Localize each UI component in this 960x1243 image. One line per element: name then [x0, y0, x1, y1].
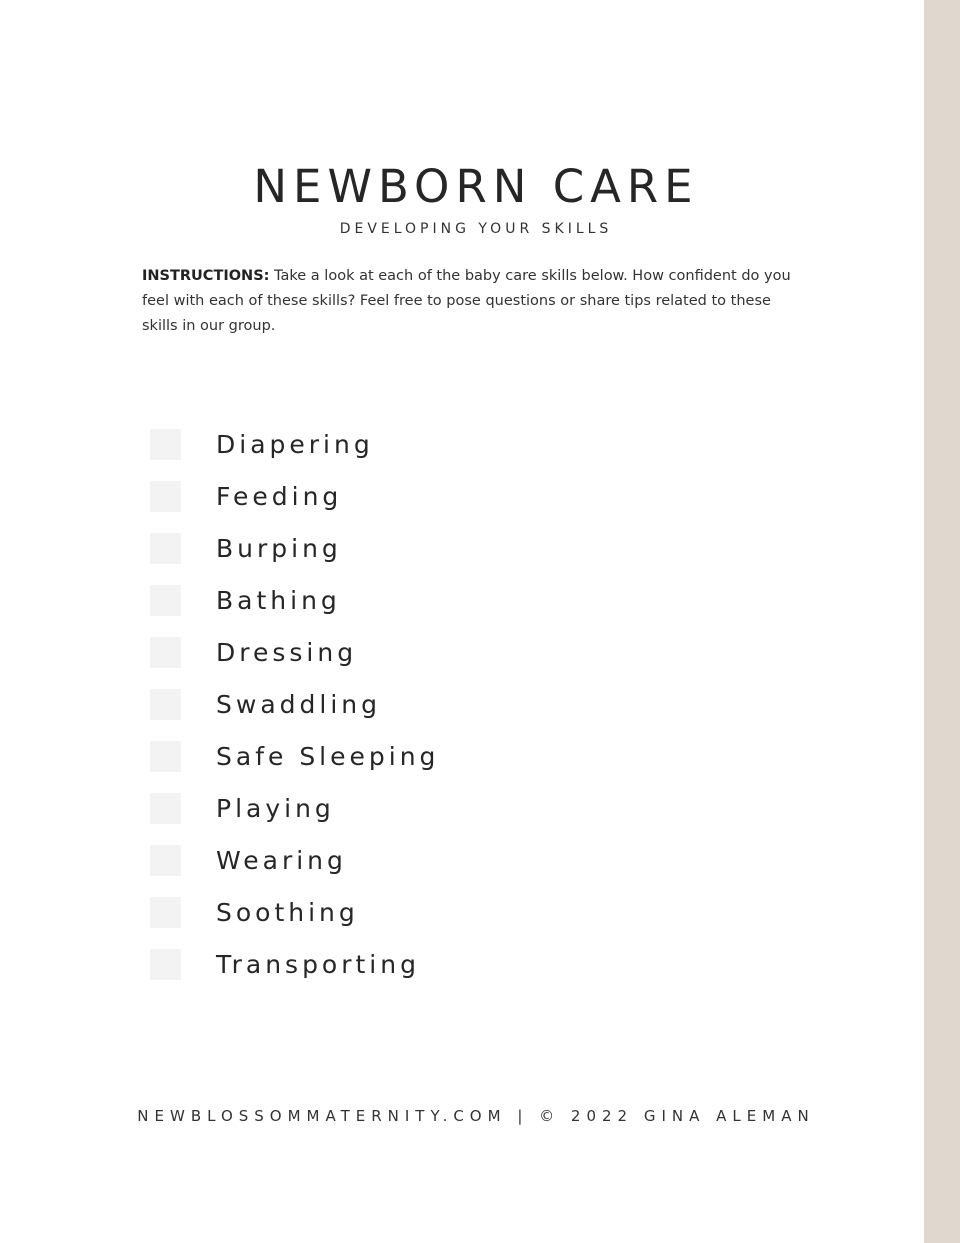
checklist-item[interactable] — [150, 886, 439, 938]
checkbox[interactable] — [150, 793, 181, 824]
checkbox[interactable] — [150, 429, 181, 460]
checkbox[interactable] — [150, 533, 181, 564]
checklist-item-label: Transporting — [216, 949, 420, 979]
checkbox[interactable] — [150, 949, 181, 980]
checklist-item-label: Playing — [216, 793, 335, 823]
checklist-item[interactable] — [150, 938, 439, 990]
checklist-item-label: Soothing — [216, 897, 359, 927]
decorative-side-band — [924, 0, 960, 1243]
instructions-paragraph — [142, 264, 802, 339]
checklist-item-label: Swaddling — [216, 689, 381, 719]
checklist-item[interactable] — [150, 678, 439, 730]
checklist-item[interactable] — [150, 574, 439, 626]
checklist-item[interactable] — [150, 470, 439, 522]
checklist-item[interactable] — [150, 782, 439, 834]
checkbox[interactable] — [150, 637, 181, 668]
checklist-item-label: Wearing — [216, 845, 347, 875]
instructions-label: INSTRUCTIONS: — [142, 268, 270, 284]
checklist-item-label: Burping — [216, 533, 342, 563]
checklist-item[interactable] — [150, 418, 439, 470]
instructions-text: Take a look at each of the baby care skills below. How confident do you feel with each of these skills? Feel free to pose questions or share tips related to these skills in our group. — [142, 268, 791, 334]
checklist-item-label: Dressing — [216, 637, 358, 667]
checklist-item[interactable] — [150, 626, 439, 678]
page-title: NEWBORN CARE — [253, 160, 699, 213]
skills-checklist — [150, 418, 439, 990]
checklist-item-label: Diapering — [216, 429, 374, 459]
checkbox[interactable] — [150, 689, 181, 720]
checklist-item[interactable] — [150, 730, 439, 782]
checkbox[interactable] — [150, 585, 181, 616]
checkbox[interactable] — [150, 845, 181, 876]
checklist-item-label: Safe Sleeping — [216, 741, 440, 771]
checkbox[interactable] — [150, 741, 181, 772]
checklist-item-label: Feeding — [216, 481, 343, 511]
checklist-item[interactable] — [150, 522, 439, 574]
checkbox[interactable] — [150, 481, 181, 512]
checkbox[interactable] — [150, 897, 181, 928]
page-footer: NEWBLOSSOMMATERNITY.COM | © 2022 GINA ALEMAN — [137, 1107, 815, 1125]
page-subtitle: DEVELOPING YOUR SKILLS — [339, 221, 613, 237]
checklist-item-label: Bathing — [216, 585, 341, 615]
checklist-item[interactable] — [150, 834, 439, 886]
